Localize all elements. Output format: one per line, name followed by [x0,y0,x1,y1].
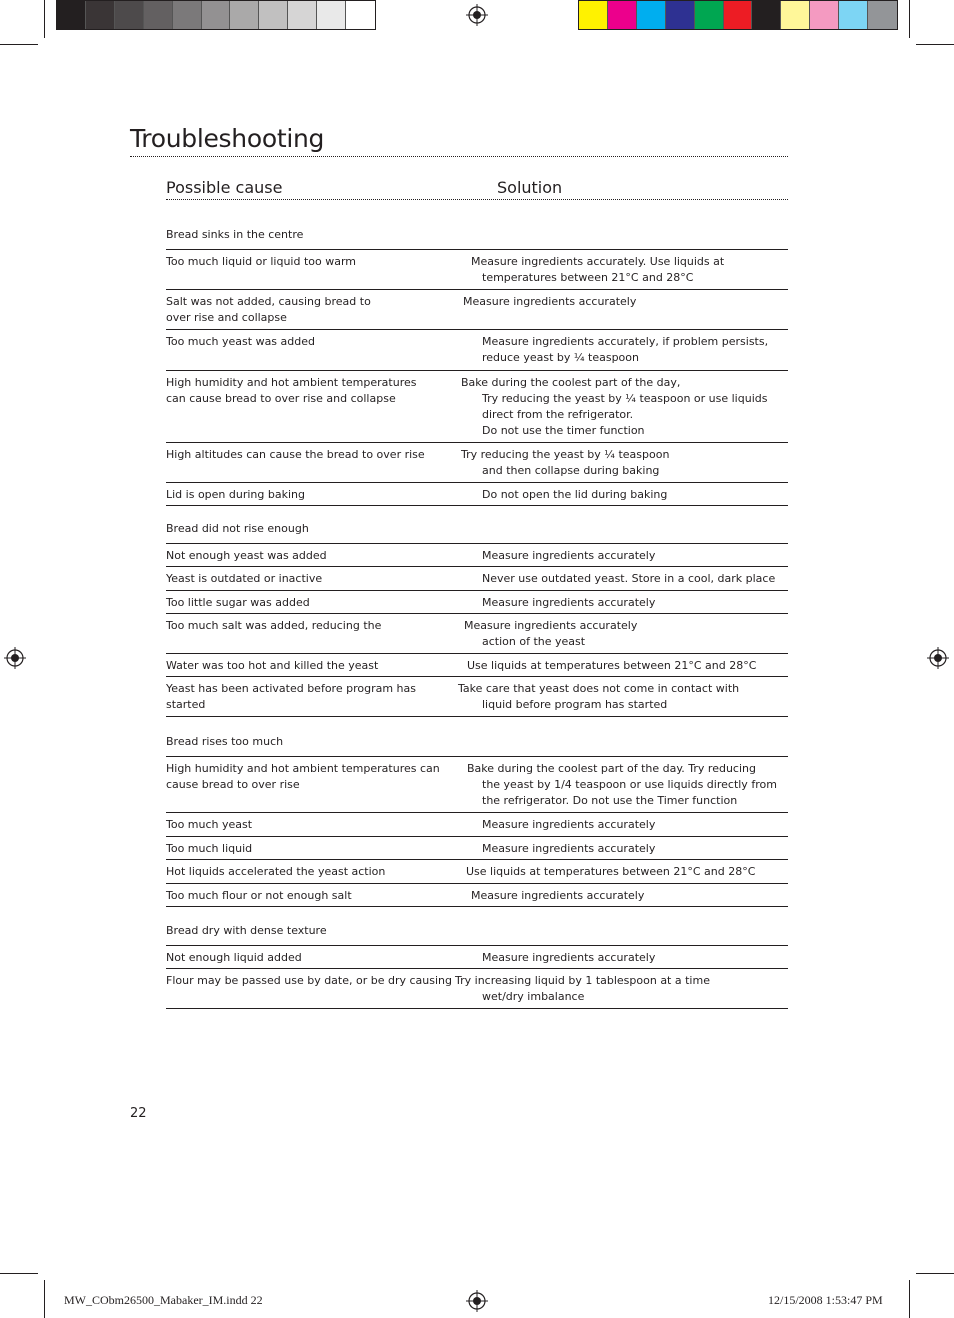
crop-mark [0,1273,38,1274]
table-row [166,290,788,330]
registration-mark-icon [4,647,26,669]
solution-text [482,334,768,366]
cause-text: Yeast is outdated or inactive [166,572,323,585]
cause-text: High humidity and hot ambient temperatures can cause bread to over rise and collapse [166,376,417,405]
solution-text [455,973,710,1005]
solution-line: Measure ingredients accurately [482,951,656,964]
color-swatch [781,1,810,29]
section-title: Bread dry with dense texture [166,924,327,937]
color-swatch [810,1,839,29]
table-row [166,544,788,567]
table-row [166,757,788,813]
table-row [166,371,788,443]
solution-line: Never use outdated yeast. Store in a cool, dark place [482,572,776,585]
solution-text [466,864,755,880]
table-row [166,443,788,483]
cause-text: Hot liquids accelerated the yeast action [166,865,386,878]
color-swatch [346,1,375,29]
solution-text [482,817,655,833]
solution-line: Do not use the timer function [482,424,645,437]
table-row [166,567,788,591]
page-title: Troubleshooting [130,124,325,153]
table-row [166,250,788,290]
color-swatch [752,1,781,29]
color-swatch [637,1,666,29]
solution-line: the yeast by 1/4 teaspoon or use liquids directly from [482,778,777,791]
solution-line: Measure ingredients accurately [482,549,656,562]
cause-text: Flour may be passed use by date, or be dry causing [166,974,453,987]
registration-mark-icon [466,1290,488,1312]
cause-text: Too much flour or not enough salt [166,889,352,902]
color-swatch [579,1,608,29]
table-row [166,614,788,654]
table-row [166,813,788,837]
color-swatch [288,1,317,29]
solution-text [482,595,655,611]
cause-text: Lid is open during baking [166,488,305,501]
cause-text: Too much salt was added, reducing the [166,619,382,632]
cause-text: Salt was not added, causing bread to over rise and collapse [166,295,371,324]
crop-mark [0,44,38,45]
solution-text [461,447,669,479]
cause-text: Too much liquid or liquid too warm [166,255,357,268]
cause-text: High altitudes can cause the bread to over rise [166,448,425,461]
solution-text [482,571,775,587]
crop-mark [916,1273,954,1274]
cause-text: Too much yeast was added [166,335,315,348]
color-swatch [230,1,259,29]
solution-text [471,254,724,286]
solution-line: direct from the refrigerator. [482,408,634,421]
solution-line: Try reducing the yeast by ¼ teaspoon [461,448,670,461]
solution-line: wet/dry imbalance [482,990,585,1003]
cause-text: Not enough yeast was added [166,549,327,562]
color-swatch [173,1,202,29]
table-row [166,654,788,677]
solution-line: Measure ingredients accurately [482,818,656,831]
solution-text [467,761,777,809]
solution-line: reduce yeast by ¼ teaspoon [482,351,639,364]
solution-text [461,375,767,439]
solution-text [463,294,636,310]
header-divider [166,199,788,200]
crop-mark [909,1280,910,1318]
color-swatch [115,1,144,29]
color-swatch [144,1,173,29]
solution-line: Bake during the coolest part of the day. Try reducing [467,762,756,775]
column-header-solution: Solution [497,178,563,197]
table-row [166,330,788,371]
crop-mark [44,1280,45,1318]
title-divider [130,156,788,157]
solution-text [467,658,756,674]
solution-line: Try increasing liquid by 1 tablespoon at a time [455,974,710,987]
solution-text [482,487,667,503]
page-number: 22 [130,1106,147,1121]
solution-text [482,548,655,564]
solution-text [458,681,739,713]
solution-text [464,618,637,650]
cause-text: Yeast has been activated before program has started [166,682,416,711]
solution-line: Try reducing the yeast by ¼ teaspoon or use liquids [482,392,768,405]
table-row [166,860,788,884]
solution-line: liquid before program has started [482,698,668,711]
solution-line: temperatures between 21°C and 28°C [482,271,694,284]
cause-text: Too much liquid [166,842,253,855]
table-row [166,677,788,717]
section-title: Bread rises too much [166,735,284,748]
color-swatch [695,1,724,29]
solution-line: action of the yeast [482,635,586,648]
cause-text: Too little sugar was added [166,596,310,609]
grayscale-bar [56,0,376,30]
cause-text: Too much yeast [166,818,253,831]
crop-mark [44,0,45,38]
color-bar [578,0,898,30]
color-swatch [666,1,695,29]
crop-mark [909,0,910,38]
table-row [166,969,788,1009]
color-swatch [839,1,868,29]
table-row [166,591,788,614]
solution-line: and then collapse during baking [482,464,660,477]
section-title: Bread sinks in the centre [166,228,304,241]
solution-line: Measure ingredients accurately [482,596,656,609]
solution-line: Do not open the lid during baking [482,488,668,501]
table-row [166,837,788,860]
solution-line: Measure ingredients accurately [463,295,637,308]
color-swatch [724,1,753,29]
solution-text [482,841,655,857]
color-swatch [317,1,346,29]
solution-line: Measure ingredients accurately [471,889,645,902]
color-swatch [608,1,637,29]
crop-mark [916,44,954,45]
solution-line: the refrigerator. Do not use the Timer function [482,794,738,807]
solution-line: Measure ingredients accurately [464,619,638,632]
cause-text: High humidity and hot ambient temperatures can cause bread to over rise [166,762,440,791]
cause-text: Water was too hot and killed the yeast [166,659,379,672]
column-header-cause: Possible cause [166,178,283,197]
table-row [166,946,788,969]
color-swatch [86,1,115,29]
table-row [166,483,788,506]
solution-line: Measure ingredients accurately. Use liquids at [471,255,725,268]
table-row [166,884,788,907]
registration-mark-icon [927,647,949,669]
solution-line: Measure ingredients accurately, if problem persists, [482,335,769,348]
solution-line: Use liquids at temperatures between 21°C and 28°C [467,659,757,672]
cause-text: Not enough liquid added [166,951,302,964]
solution-line: Take care that yeast does not come in contact with [458,682,740,695]
color-swatch [202,1,231,29]
color-swatch [259,1,288,29]
solution-text [482,950,655,966]
solution-line: Measure ingredients accurately [482,842,656,855]
solution-text [471,888,644,904]
solution-line: Bake during the coolest part of the day, [461,376,681,389]
section-title: Bread did not rise enough [166,522,309,535]
color-swatch [57,1,86,29]
file-slug: MW_CObm26500_Mabaker_IM.indd 22 [64,1293,263,1307]
color-swatch [868,1,897,29]
registration-mark-icon [466,4,488,26]
solution-line: Use liquids at temperatures between 21°C and 28°C [466,865,756,878]
timestamp-slug: 12/15/2008 1:53:47 PM [768,1293,883,1307]
